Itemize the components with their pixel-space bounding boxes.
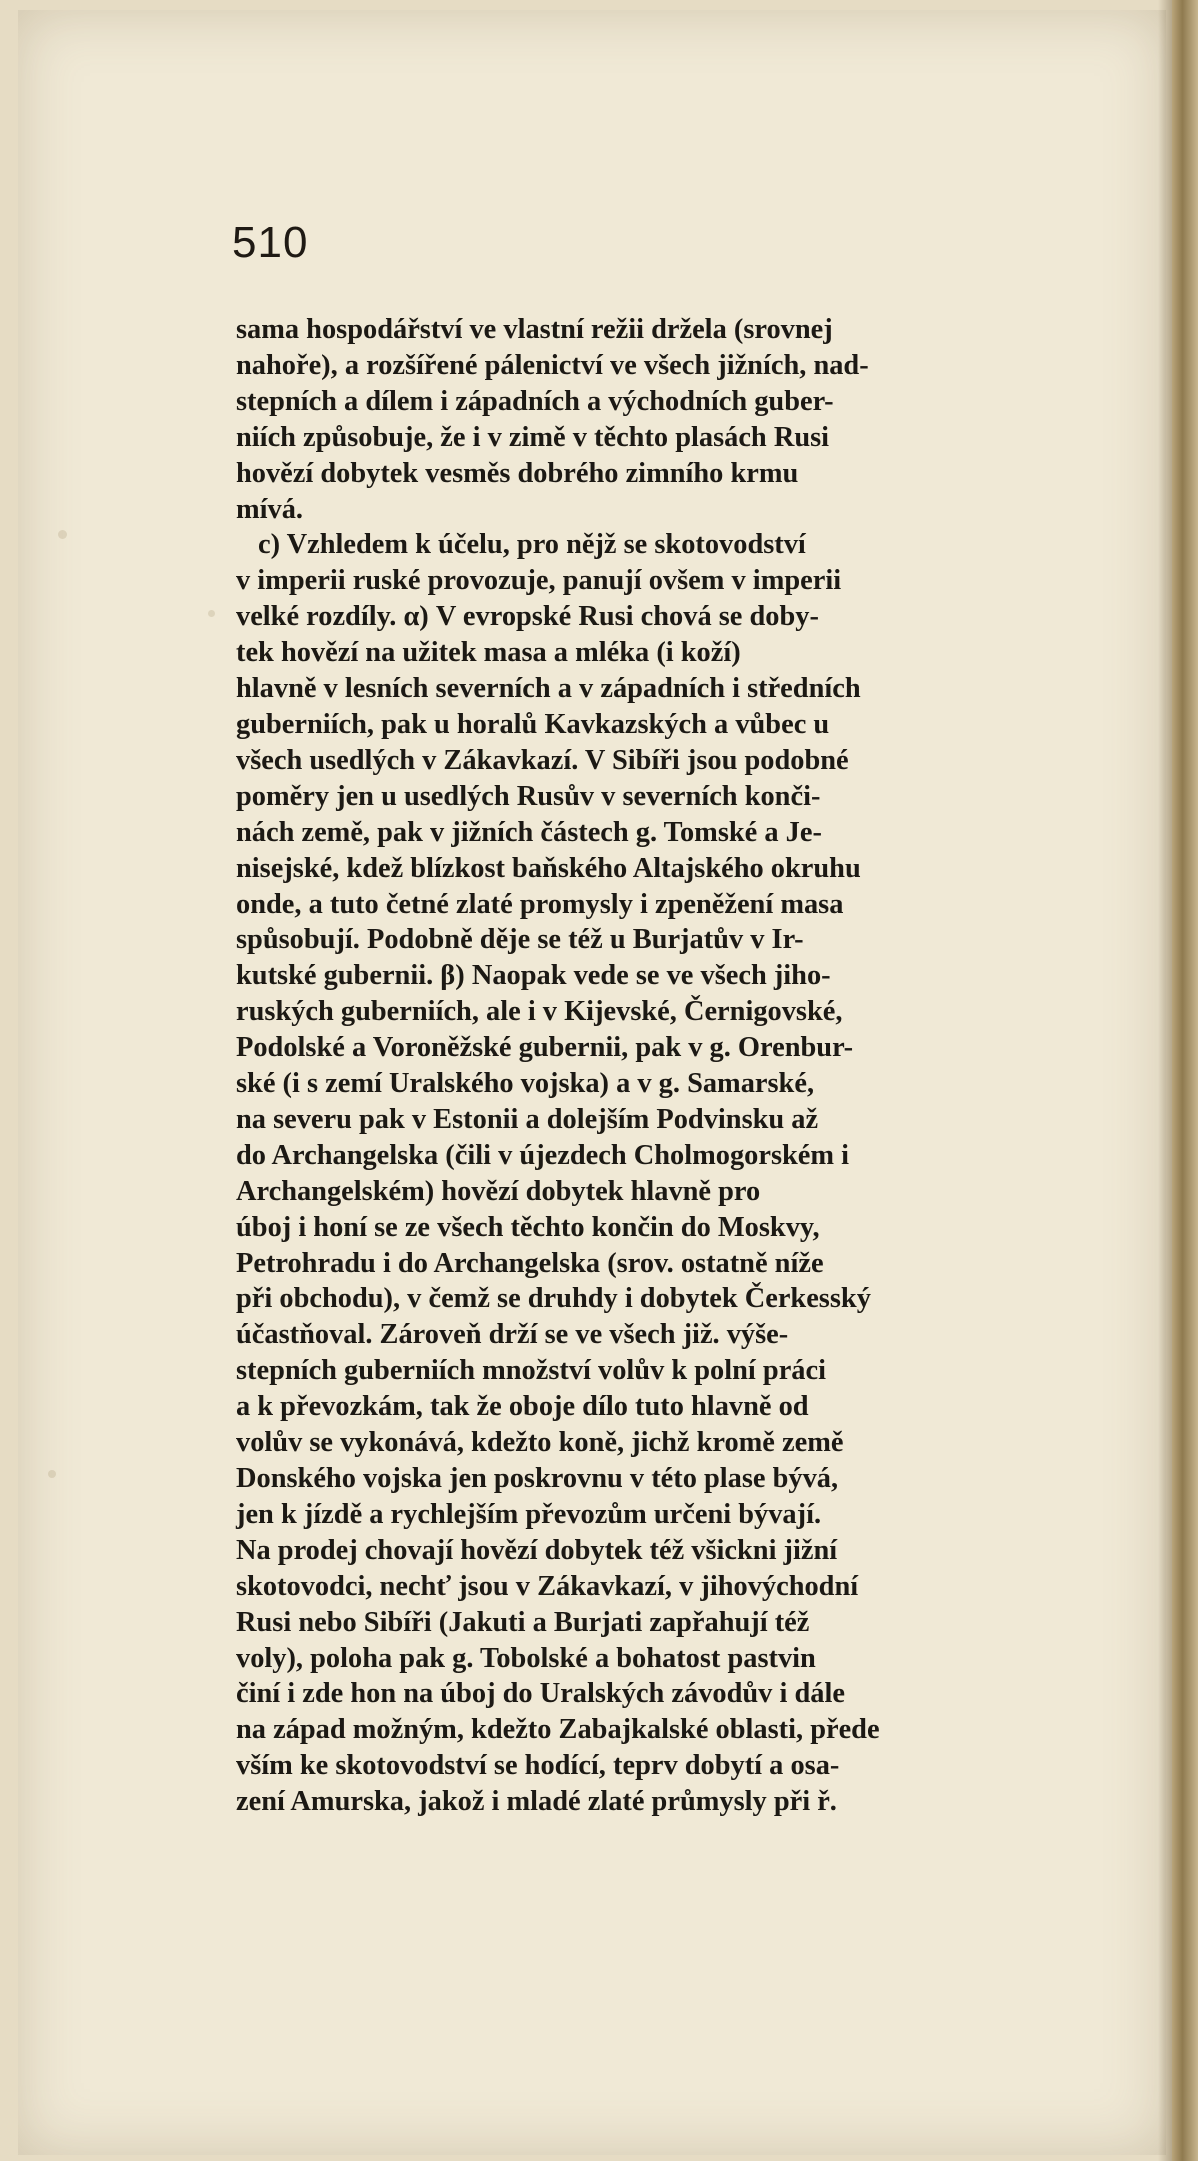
text-line: Rusi nebo Sibíři (Jakuti a Burjati zapřahují též	[236, 1606, 810, 1638]
text-line: volův se vykonává, kdežto koně, jichž kromě země	[236, 1427, 844, 1459]
text-line: kutské gubernii. β) Naopak vede se ve všech jiho-	[236, 960, 831, 992]
page-number: 510	[232, 218, 309, 267]
text-line: do Archangelska (čili v újezdech Cholmogorském i	[236, 1139, 850, 1171]
text-line: a k převozkám, tak že oboje dílo tuto hlavně od	[236, 1391, 809, 1423]
paper-stain	[208, 610, 215, 617]
text-line: hlavně v lesních severních a v západních i středních	[236, 673, 861, 705]
text-line: velké rozdíly. α) V evropské Rusi chová se doby-	[236, 601, 819, 633]
text-line: onde, a tuto četné zlaté promysly i zpeněžení masa	[236, 888, 844, 920]
book-binding-edge	[1172, 0, 1198, 2161]
text-line: nahoře), a rozšířené pálenictví ve všech jižních, nad-	[236, 349, 869, 381]
text-line: úboj i honí se ze všech těchto končin do Moskvy,	[236, 1211, 820, 1243]
text-line: všech usedlých v Zákavkazí. V Sibíři jsou podobné	[236, 744, 849, 776]
text-line: na severu pak v Estonii a dolejším Podvinsku až	[236, 1103, 819, 1135]
text-line: Na prodej chovají hovězí dobytek též všickni jižní	[236, 1534, 838, 1566]
text-line: ské (i s zemí Uralského vojska) a v g. Samarské,	[236, 1068, 815, 1100]
paper-stain	[48, 1470, 56, 1478]
text-line: skotovodci, nechť jsou v Zákavkazí, v jihovýchodní	[236, 1570, 859, 1602]
text-line: voly), poloha pak g. Tobolské a bohatost pastvin	[236, 1642, 816, 1674]
paper-stain	[58, 530, 67, 539]
text-line: stepních a dílem i západních a východních guber-	[236, 385, 834, 417]
binding-shadow	[1158, 0, 1172, 2161]
text-line: tek hovězí na užitek masa a mléka (i koží)	[236, 637, 741, 669]
text-line: c) Vzhledem k účelu, pro nějž se skotovodství	[258, 529, 806, 561]
text-line: mívá.	[236, 493, 304, 525]
text-line: vším ke skotovodství se hodící, teprv dobytí a osa-	[236, 1750, 840, 1782]
text-line: činí i zde hon na úboj do Uralských závodův i dále	[236, 1678, 845, 1710]
text-line: nisejské, kdež blízkost baňského Altajského okruhu	[236, 852, 861, 884]
text-line: zení Amurska, jakož i mladé zlaté průmysly při ř.	[236, 1786, 837, 1818]
text-line: spůsobují. Podobně děje se též u Burjatův v Ir-	[236, 924, 804, 956]
text-line: účastňoval. Zároveň drží se ve všech již. výše-	[236, 1319, 789, 1351]
text-line: hovězí dobytek vesměs dobrého zimního krmu	[236, 457, 799, 489]
text-line: stepních guberniích množství volův k polní práci	[236, 1355, 826, 1387]
text-line: při obchodu), v čemž se druhdy i dobytek Čerkesský	[236, 1283, 871, 1315]
text-line: jen k jízdě a rychlejším převozům určeni bývají.	[236, 1498, 822, 1530]
text-line: Petrohradu i do Archangelska (srov. ostatně níže	[236, 1247, 824, 1279]
text-line: nách země, pak v jižních částech g. Tomské a Je-	[236, 816, 822, 848]
text-line: Archangelském) hovězí dobytek hlavně pro	[236, 1175, 761, 1207]
text-line: v imperii ruské provozuje, panují ovšem v imperii	[236, 565, 842, 597]
text-line: Podolské a Voroněžské gubernii, pak v g. Orenbur-	[236, 1032, 854, 1064]
text-line: na západ možným, kdežto Zabajkalské oblasti, přede	[236, 1714, 880, 1746]
text-line: sama hospodářství ve vlastní režii držela (srovnej	[236, 314, 833, 345]
text-line: niích způsobuje, že i v zimě v těchto plasách Rusi	[236, 421, 830, 453]
body-text	[236, 312, 1076, 1820]
text-line: Donského vojska jen poskrovnu v této plase bývá,	[236, 1463, 839, 1494]
text-line: guberniích, pak u horalů Kavkazských a vůbec u	[236, 708, 830, 740]
text-line: poměry jen u usedlých Rusův v severních konči-	[236, 780, 821, 812]
text-line: ruských guberniích, ale i v Kijevské, Černigovské,	[236, 996, 843, 1028]
